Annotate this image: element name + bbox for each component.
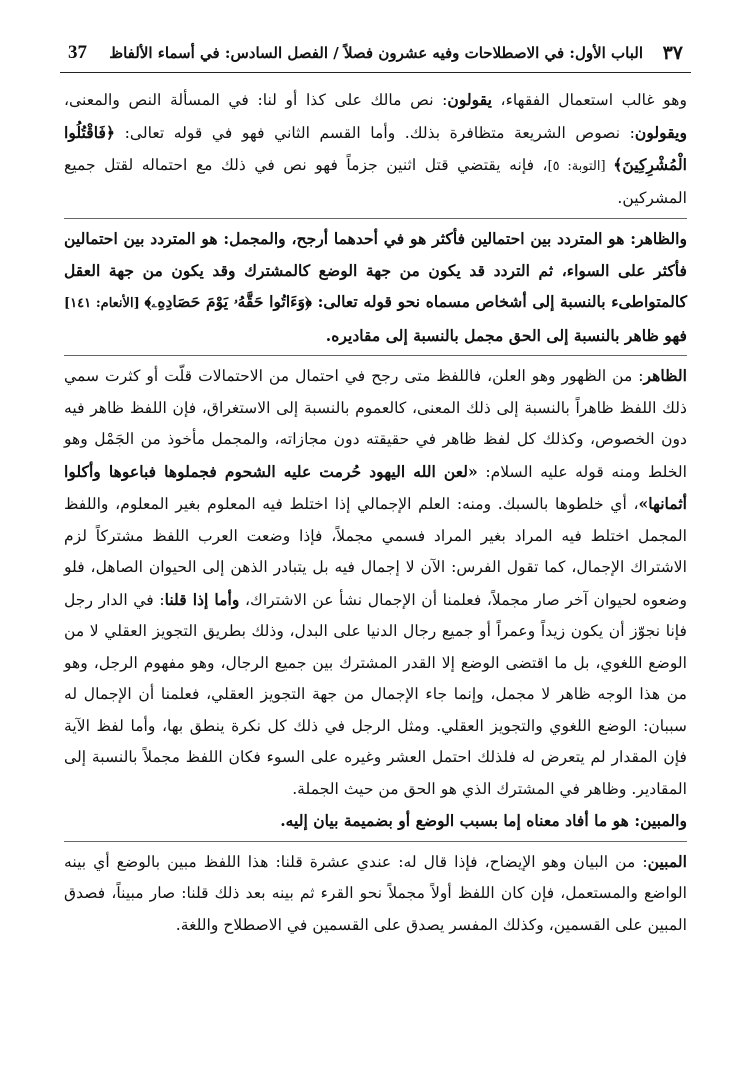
matn-paragraph-2 [64,805,687,837]
paragraph-1 [64,84,687,214]
separator-line [64,218,687,219]
text-run: ، فإنه يقتضي قتل اثنين جزماً فهو نص في ذلك مع احتماله لقتل جميع المشركين. [64,156,687,207]
text-run: : نص مالك على كذا أو لنا: في المسألة النص والمعنى، [64,91,448,109]
paragraph-5 [64,846,687,942]
text-run: فهو ظاهر بالنسبة إلى الحق مجمل بالنسبة إلى مقاديره. [325,325,687,345]
separator-line [64,841,687,842]
separator-line [64,355,687,356]
page-number-latin: 37 [68,42,87,63]
text-run: : في الدار رجل فإنا نجوّز أن يكون زيداً وعمراً أو جميع رجال الدنيا على البدل، وذلك بطريق التجويز العقلي لا من الوضع اللغوي، بل ما اقتضى الوضع إلا القدر المشترك بين جميع الرجال، وهو مفهوم الرجل، وهو من هذا الوجه ظاهر لا مجمل، وإنما جاء الإجمال من جهة التجويز العقلي، فعلمنا أن الإجمال له سببان: الوضع اللغوي والتجويز العقلي. ومثل الرجل في ذلك كل نكرة ينطق بها، وأما لفظ الآية فإن المقدار لم يتعرض له فلذلك احتمل العشر وغيره على السوء فكان اللفظ مجملاً بالنسبة إلى المقادير. وظاهر في المشترك الذي هو الحق من حيث الجملة. [64,590,687,798]
defined-term: الظاهر [643,366,687,385]
text-run: والظاهر: هو المتردد بين احتمالين فأكثر هو في أحدهما أرجح، والمجمل: هو المتردد بين احتمالين فأكثر على السواء، ثم التردد قد يكون من جهة الوضع كالمشترك وقد يكون من جهة العقل كالمتواطىء بالنسبة إلى أشخاص مسماه نحو قوله تعالى: [64,229,687,311]
verse-reference: [الأنعام: ١٤١] [64,296,145,311]
text-run: ، أي خلطوها بالسبك. ومنه: العلم الإجمالي إذا اختلط فيه المعلوم بغير المعلوم، واللفظ المجمل اختلط فيه المراد بغير المراد فسمي مجملاً، فإذا وضعت العرب اللفظ مشتركاً لزم الاشتراك الإجمال، كما تقول الفرس: الآن لا إجمال فيه بل يتبادر الذهن إلى الحيوان الصاهل، فلو وضعوه لحيوان آخر صار مجملاً، فعلمنا أن الإجمال نشأ عن الاشتراك، [64,495,687,609]
text-run: وهو غالب استعمال الفقهاء، [491,91,687,109]
page-number-arabic: ٣٧ [662,42,683,64]
text-run: : من البيان وهو الإيضاح، فإذا قال له: عندي عشرة قلنا: هذا اللفظ مبين بالوضع أي بينه الواضع والمستعمل، فإن كان اللفظ أولاً مجملاً نحو القرء ثم بينه بعد ذلك قلنا: صار مبيناً، فصدق المبين على القسمين، وكذلك المفسر يصدق على القسمين في الاصطلاح واللغة. [64,852,687,934]
verse-reference: [التوبة: ٥] [547,159,614,174]
matn-paragraph-1 [64,223,687,351]
text-run: والمبين: هو ما أفاد معناه إما بسبب الوضع أو بضميمة بيان إليه. [280,811,687,830]
keyword: وأما إذا قلنا [164,589,240,609]
page-header [60,38,691,73]
paragraph-3 [64,360,687,805]
defined-term: المبين [647,851,687,871]
quran-verse: ﴿فَاقْتُلُوا الْمُشْرِكِينَ﴾ [64,122,688,174]
text-run: : نصوص الشريعة متظافرة بذلك. وأما القسم الثاني فهو في قوله تعالى: [115,123,635,142]
keyword: ويقولون [634,122,687,142]
page-body [64,84,687,941]
running-title: الباب الأول: في الاصطلاحات وفيه عشرون فصلاً / الفصل السادس: في أسماء الألفاظ [109,44,643,62]
hadith-quote: «لعن الله اليهود حُرمت عليه الشحوم فجملوها فباعوها وأكلوا أثمانها» [64,461,687,513]
keyword: يقولون [447,90,492,109]
text-run: : من الظهور وهو العلن، فاللفظ متى رجح في احتمال من الاحتمالات قلّت أو كثرت سمي ذلك اللفظ ظاهراً بالنسبة إلى ذلك المعنى، كالعموم بالنسبة إلى الاستغراق، فإن اللفظ ظاهر فيه دون الخصوص، وكذلك كل لفظ ظاهر في حقيقته دون مجازاته، والمجمل مأخوذ من الجَمْل وهو الخلط ومنه قوله عليه السلام: [64,367,687,481]
quran-verse: ﴿وَءَاتُوا حَقَّهُۥ يَوْمَ حَصَادِهِۦ﴾ [144,292,312,311]
